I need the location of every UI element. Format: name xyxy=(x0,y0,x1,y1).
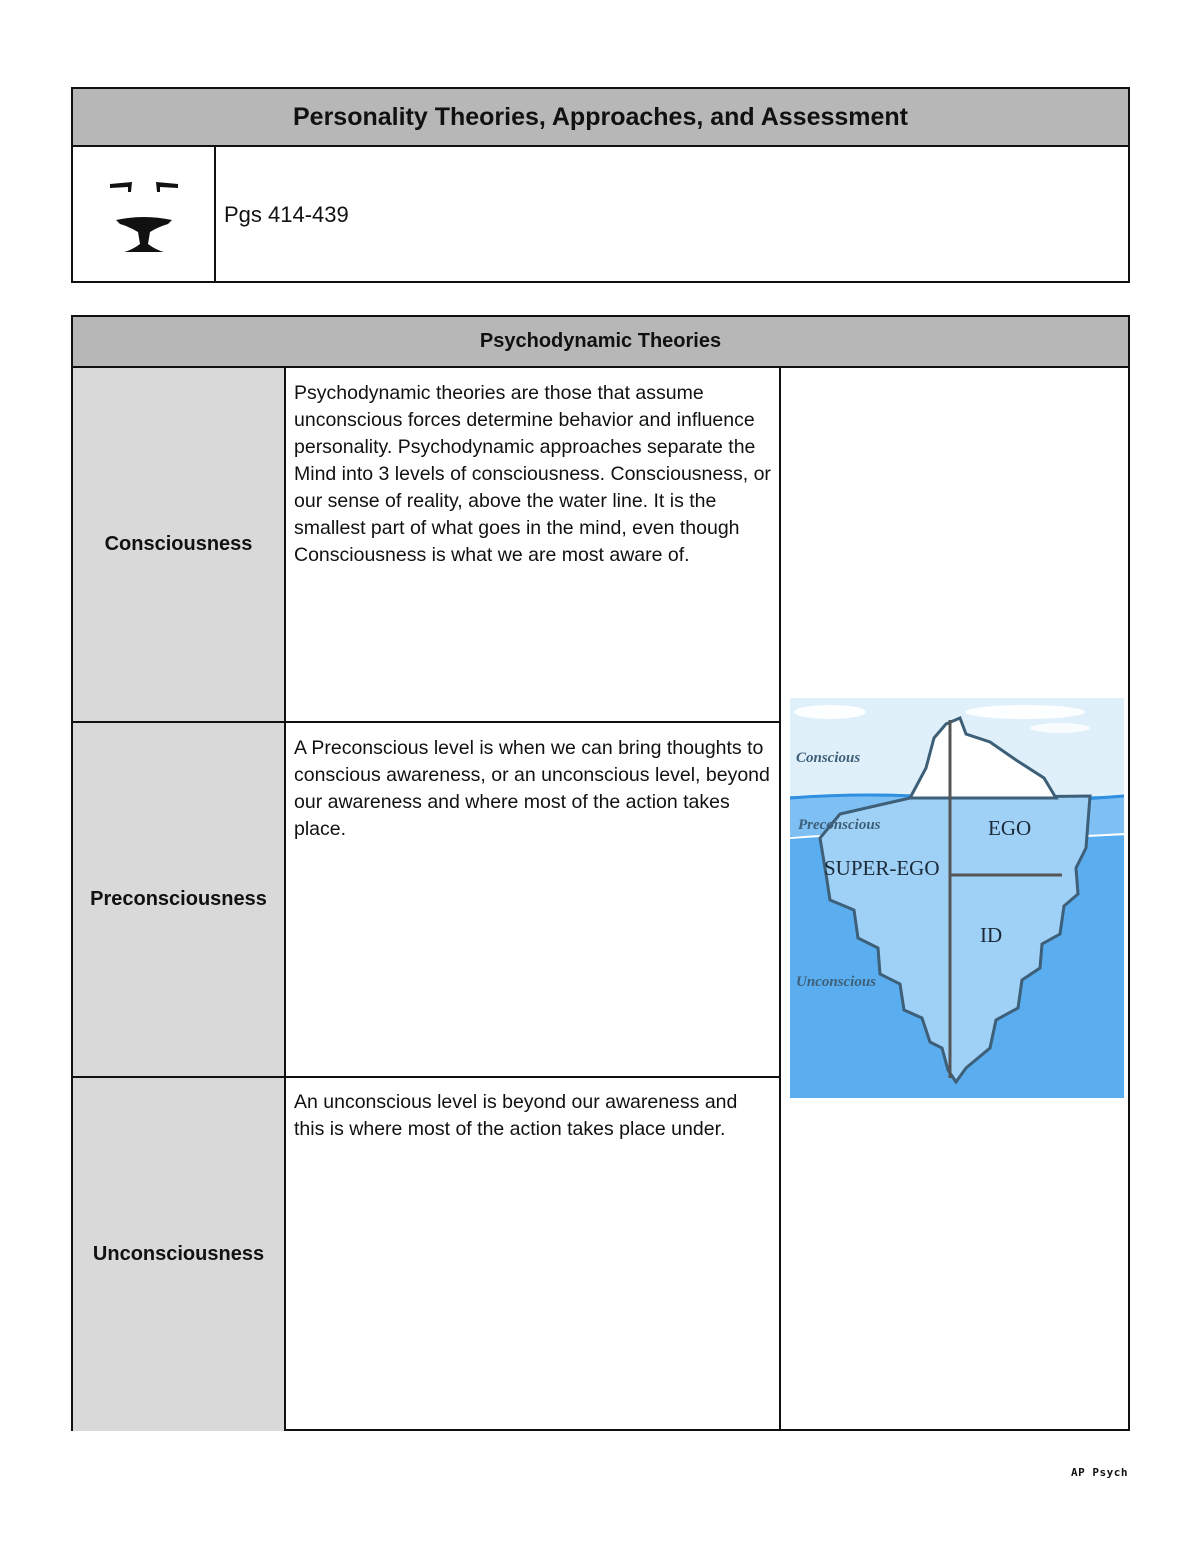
label-preconscious: Preconscious xyxy=(798,817,881,833)
header-box xyxy=(71,87,1130,283)
label-superego: SUPER-EGO xyxy=(824,856,940,880)
lion-face-icon xyxy=(104,170,184,260)
row-label-unconsciousness: Unconsciousness xyxy=(92,1243,265,1265)
row-text-unconsciousness: An unconscious level is beyond our awareness and this is where most of the action takes place under. xyxy=(294,1091,738,1140)
row-text-consciousness: Psychodynamic theories are those that assume unconscious forces determine behavior and influence personality. Psychodynamic approaches separate the Mind into 3 levels of consciousness. Consciousness, or our sense of reality, above the water line. It is the smallest part of what goes in the mind, even though Consciousness is what we are most aware of. xyxy=(294,382,771,566)
label-id: ID xyxy=(980,923,1003,947)
image-column xyxy=(781,368,1128,1431)
page-title: Personality Theories, Approaches, and Assessment xyxy=(73,89,1128,147)
text-column xyxy=(286,368,781,1431)
row-divider xyxy=(73,721,781,723)
row-label-consciousness: Consciousness xyxy=(104,533,253,555)
row-label-preconsciousness: Preconsciousness xyxy=(90,888,267,910)
label-column xyxy=(73,368,286,1431)
label-ego: EGO xyxy=(988,816,1032,840)
iceberg-diagram xyxy=(790,698,1124,1098)
row-divider xyxy=(73,1076,781,1078)
page-range: Pgs 414-439 xyxy=(224,202,349,227)
psychodynamic-table xyxy=(71,315,1130,1431)
label-unconscious: Unconscious xyxy=(796,974,877,990)
logo-cell xyxy=(73,147,216,283)
row-text-preconsciousness: A Preconscious level is when we can bring thoughts to conscious awareness, or an unconscious level, beyond our awareness and where most of the action takes place. xyxy=(294,737,770,840)
footer-label: AP Psych xyxy=(1071,1466,1128,1479)
label-conscious: Conscious xyxy=(796,750,861,766)
section-title: Psychodynamic Theories xyxy=(73,317,1128,368)
